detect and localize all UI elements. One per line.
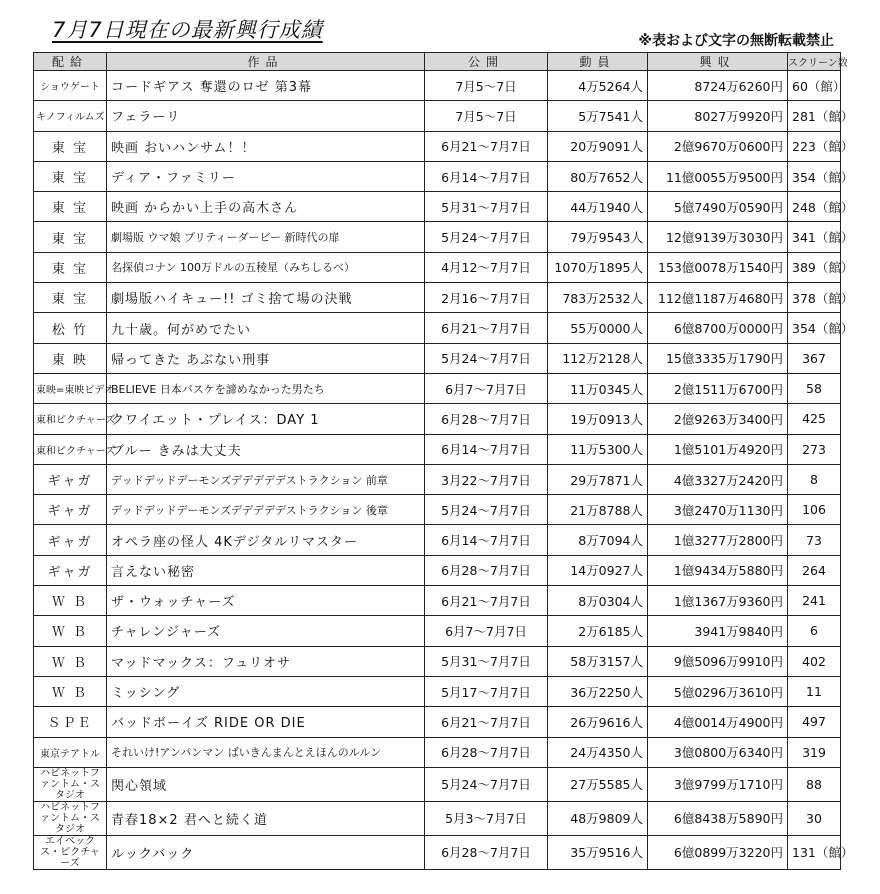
period-cell: 5月31～7月7日 [425, 192, 548, 222]
title-cell: オペラ座の怪人 4Kデジタルリマスター [107, 525, 425, 555]
screens-cell: 273 [788, 434, 841, 464]
gross-cell: 8027万9920円 [648, 101, 788, 131]
period-cell: 6月7～7月7日 [425, 616, 548, 646]
screens-cell: 319 [788, 737, 841, 767]
table-row [34, 616, 841, 646]
distributor-cell: Ｗ Ｂ [34, 676, 107, 706]
title-cell: マッドマックス：フュリオサ [107, 646, 425, 676]
gross-cell: 3億2470万1130円 [648, 495, 788, 525]
title-cell: 帰ってきた あぶない刑事 [107, 343, 425, 373]
attendance-cell: 5万7541人 [548, 101, 648, 131]
distributor-cell: 東 映 [34, 343, 107, 373]
screens-cell: 6 [788, 616, 841, 646]
period-cell: 6月21～7月7日 [425, 313, 548, 343]
table-row [34, 192, 841, 222]
screens-cell: 354（館） [788, 313, 841, 343]
attendance-cell: 26万9616人 [548, 707, 648, 737]
attendance-cell: 80万7652人 [548, 161, 648, 191]
table-row [34, 404, 841, 434]
attendance-cell: 4万5264人 [548, 71, 648, 101]
gross-cell: 1億3277万2800円 [648, 525, 788, 555]
gross-cell: 5億7490万0590円 [648, 192, 788, 222]
screens-cell: 73 [788, 525, 841, 555]
table-row [34, 707, 841, 737]
screens-cell: 425 [788, 404, 841, 434]
gross-cell: 112億1187万4680円 [648, 283, 788, 313]
screens-cell: 106 [788, 495, 841, 525]
header-period: 公開 [425, 53, 548, 71]
table-row [34, 252, 841, 282]
table-row [34, 313, 841, 343]
distributor-cell: 東和ピクチャーズ [34, 404, 107, 434]
distributor-cell: 東 宝 [34, 222, 107, 252]
attendance-cell: 14万0927人 [548, 555, 648, 585]
gross-cell: 1億1367万9360円 [648, 586, 788, 616]
screens-cell: 264 [788, 555, 841, 585]
distributor-cell: 東 宝 [34, 192, 107, 222]
period-cell: 5月24～7月7日 [425, 343, 548, 373]
distributor-cell: 東 宝 [34, 283, 107, 313]
table-row [34, 222, 841, 252]
gross-cell: 6億8438万5890円 [648, 801, 788, 835]
table-row [34, 801, 841, 835]
title-cell: ザ・ウォッチャーズ [107, 586, 425, 616]
period-cell: 6月28～7月7日 [425, 835, 548, 869]
table-row [34, 495, 841, 525]
table-row [34, 555, 841, 585]
screens-cell: 58 [788, 373, 841, 403]
table-row [34, 101, 841, 131]
gross-cell: 3億9799万1710円 [648, 767, 788, 801]
title-cell: 九十歳。何がめでたい [107, 313, 425, 343]
table-row [34, 71, 841, 101]
gross-cell: 4億0014万4900円 [648, 707, 788, 737]
attendance-cell: 11万5300人 [548, 434, 648, 464]
table-row [34, 434, 841, 464]
gross-cell: 2億1511万6700円 [648, 373, 788, 403]
screens-cell: 8 [788, 464, 841, 494]
title-cell: ディア・ファミリー [107, 161, 425, 191]
header-screens: スクリーン数 [788, 53, 841, 71]
title-cell: コードギアス 奪還のロゼ 第3幕 [107, 71, 425, 101]
title-cell: クワイエット・プレイス：DAY 1 [107, 404, 425, 434]
distributor-cell: Ｗ Ｂ [34, 646, 107, 676]
gross-cell: 1億5101万4920円 [648, 434, 788, 464]
screens-cell: 367 [788, 343, 841, 373]
distributor-cell: 松 竹 [34, 313, 107, 343]
gross-cell: 6億0899万3220円 [648, 835, 788, 869]
screens-cell: 131（館） [788, 835, 841, 869]
screens-cell: 88 [788, 767, 841, 801]
screens-cell: 402 [788, 646, 841, 676]
distributor-cell: Ｗ Ｂ [34, 616, 107, 646]
header-distributor: 配給 [34, 53, 107, 71]
title-cell: BELIEVE 日本バスケを諦めなかった男たち [107, 373, 425, 403]
attendance-cell: 20万9091人 [548, 131, 648, 161]
attendance-cell: 58万3157人 [548, 646, 648, 676]
title-cell: 名探偵コナン 100万ドルの五稜星（みちしるべ） [107, 252, 425, 282]
distributor-cell: 東 宝 [34, 131, 107, 161]
gross-cell: 1億9434万5880円 [648, 555, 788, 585]
title-cell: バッドボーイズ RIDE OR DIE [107, 707, 425, 737]
period-cell: 6月7～7月7日 [425, 373, 548, 403]
title-cell: チャレンジャーズ [107, 616, 425, 646]
screens-cell: 241 [788, 586, 841, 616]
distributor-cell: ギャガ [34, 525, 107, 555]
period-cell: 2月16～7月7日 [425, 283, 548, 313]
distributor-cell: ギャガ [34, 495, 107, 525]
distributor-cell: エイベックス・ピクチャーズ [34, 835, 107, 869]
distributor-cell: 東和ピクチャーズ [34, 434, 107, 464]
table-row [34, 737, 841, 767]
attendance-cell: 8万0304人 [548, 586, 648, 616]
gross-cell: 4億3327万2420円 [648, 464, 788, 494]
period-cell: 5月17～7月7日 [425, 676, 548, 706]
title-cell: フェラーリ [107, 101, 425, 131]
header-attendance: 動員 [548, 53, 648, 71]
period-cell: 6月21～7月7日 [425, 131, 548, 161]
attendance-cell: 35万9516人 [548, 835, 648, 869]
attendance-cell: 29万7871人 [548, 464, 648, 494]
attendance-cell: 1070万1895人 [548, 252, 648, 282]
attendance-cell: 2万6185人 [548, 616, 648, 646]
gross-cell: 15億3335万1790円 [648, 343, 788, 373]
period-cell: 6月28～7月7日 [425, 555, 548, 585]
distributor-cell: 東 宝 [34, 161, 107, 191]
distributor-cell: ＳＰＥ [34, 707, 107, 737]
table-row [34, 676, 841, 706]
period-cell: 6月21～7月7日 [425, 586, 548, 616]
table-body [34, 71, 854, 870]
screens-cell: 11 [788, 676, 841, 706]
distributor-cell: ショウゲート [34, 71, 107, 101]
table-row [34, 343, 841, 373]
table-row [34, 646, 841, 676]
gross-cell: 2億9263万3400円 [648, 404, 788, 434]
table-row [34, 161, 841, 191]
title-cell: 劇場版ハイキュー!! ゴミ捨て場の決戦 [107, 283, 425, 313]
screens-cell: 223（館） [788, 131, 841, 161]
attendance-cell: 24万4350人 [548, 737, 648, 767]
attendance-cell: 55万0000人 [548, 313, 648, 343]
period-cell: 6月21～7月7日 [425, 707, 548, 737]
distributor-cell: 東 宝 [34, 252, 107, 282]
title-cell: それいけ!アンパンマン ばいきんまんとえほんのルルン [107, 737, 425, 767]
attendance-cell: 11万0345人 [548, 373, 648, 403]
screens-cell: 30 [788, 801, 841, 835]
period-cell: 7月5～7日 [425, 71, 548, 101]
period-cell: 6月14～7月7日 [425, 161, 548, 191]
distributor-cell: ギャガ [34, 464, 107, 494]
period-cell: 4月12～7月7日 [425, 252, 548, 282]
distributor-cell: ハピネットファントム・スタジオ [34, 801, 107, 835]
header-gross: 興収 [648, 53, 788, 71]
table-row [34, 586, 841, 616]
period-cell: 5月31～7月7日 [425, 646, 548, 676]
attendance-cell: 112万2128人 [548, 343, 648, 373]
attendance-cell: 27万5585人 [548, 767, 648, 801]
gross-cell: 2億9670万0600円 [648, 131, 788, 161]
period-cell: 5月24～7月7日 [425, 495, 548, 525]
table-row [34, 525, 841, 555]
copyright-notice: ※表および文字の無断転載禁止 [638, 33, 834, 49]
period-cell: 5月24～7月7日 [425, 222, 548, 252]
table-row [34, 767, 841, 801]
table-row [34, 835, 841, 869]
title-cell: ブルー きみは大丈夫 [107, 434, 425, 464]
period-cell: 6月28～7月7日 [425, 404, 548, 434]
box-office-table [33, 52, 854, 870]
gross-cell: 12億9139万3030円 [648, 222, 788, 252]
period-cell: 6月28～7月7日 [425, 737, 548, 767]
gross-cell: 3億0800万6340円 [648, 737, 788, 767]
gross-cell: 9億5096万9910円 [648, 646, 788, 676]
screens-cell: 281（館） [788, 101, 841, 131]
title-cell: ミッシング [107, 676, 425, 706]
table-row [34, 283, 841, 313]
period-cell: 5月24～7月7日 [425, 767, 548, 801]
title-cell: 青春18×2 君へと続く道 [107, 801, 425, 835]
attendance-cell: 36万2250人 [548, 676, 648, 706]
screens-cell: 378（館） [788, 283, 841, 313]
gross-cell: 6億8700万0000円 [648, 313, 788, 343]
attendance-cell: 783万2532人 [548, 283, 648, 313]
table-row [34, 464, 841, 494]
distributor-cell: Ｗ Ｂ [34, 586, 107, 616]
attendance-cell: 21万8788人 [548, 495, 648, 525]
attendance-cell: 8万7094人 [548, 525, 648, 555]
attendance-cell: 79万9543人 [548, 222, 648, 252]
screens-cell: 389（館） [788, 252, 841, 282]
distributor-cell: ハピネットファントム・スタジオ [34, 767, 107, 801]
period-cell: 3月22～7月7日 [425, 464, 548, 494]
distributor-cell: ギャガ [34, 555, 107, 585]
distributor-cell: 東京テアトル [34, 737, 107, 767]
title-cell: デッドデッドデーモンズデデデデデストラクション 前章 [107, 464, 425, 494]
period-cell: 5月3～7月7日 [425, 801, 548, 835]
title-cell: デッドデッドデーモンズデデデデデストラクション 後章 [107, 495, 425, 525]
title-cell: 言えない秘密 [107, 555, 425, 585]
page-title: 7月7日現在の最新興行成績 [52, 18, 323, 42]
screens-cell: 497 [788, 707, 841, 737]
table-header-row [34, 53, 841, 71]
attendance-cell: 19万0913人 [548, 404, 648, 434]
attendance-cell: 44万1940人 [548, 192, 648, 222]
table-row [34, 131, 841, 161]
gross-cell: 153億0078万1540円 [648, 252, 788, 282]
gross-cell: 3941万9840円 [648, 616, 788, 646]
title-cell: 映画 おいハンサム！！ [107, 131, 425, 161]
title-cell: 劇場版 ウマ娘 プリティーダービー 新時代の扉 [107, 222, 425, 252]
screens-cell: 354（館） [788, 161, 841, 191]
screens-cell: 341（館） [788, 222, 841, 252]
header-title: 作品 [107, 53, 425, 71]
title-cell: ルックバック [107, 835, 425, 869]
screens-cell: 60（館） [788, 71, 841, 101]
title-cell: 映画 からかい上手の高木さん [107, 192, 425, 222]
screens-cell: 248（館） [788, 192, 841, 222]
title-cell: 関心領域 [107, 767, 425, 801]
distributor-cell: キノフィルムズ [34, 101, 107, 131]
period-cell: 7月5～7日 [425, 101, 548, 131]
gross-cell: 5億0296万3610円 [648, 676, 788, 706]
period-cell: 6月14～7月7日 [425, 525, 548, 555]
gross-cell: 8724万6260円 [648, 71, 788, 101]
attendance-cell: 48万9809人 [548, 801, 648, 835]
table-row [34, 373, 841, 403]
distributor-cell: 東映=東映ビデオ [34, 373, 107, 403]
period-cell: 6月14～7月7日 [425, 434, 548, 464]
gross-cell: 11億0055万9500円 [648, 161, 788, 191]
